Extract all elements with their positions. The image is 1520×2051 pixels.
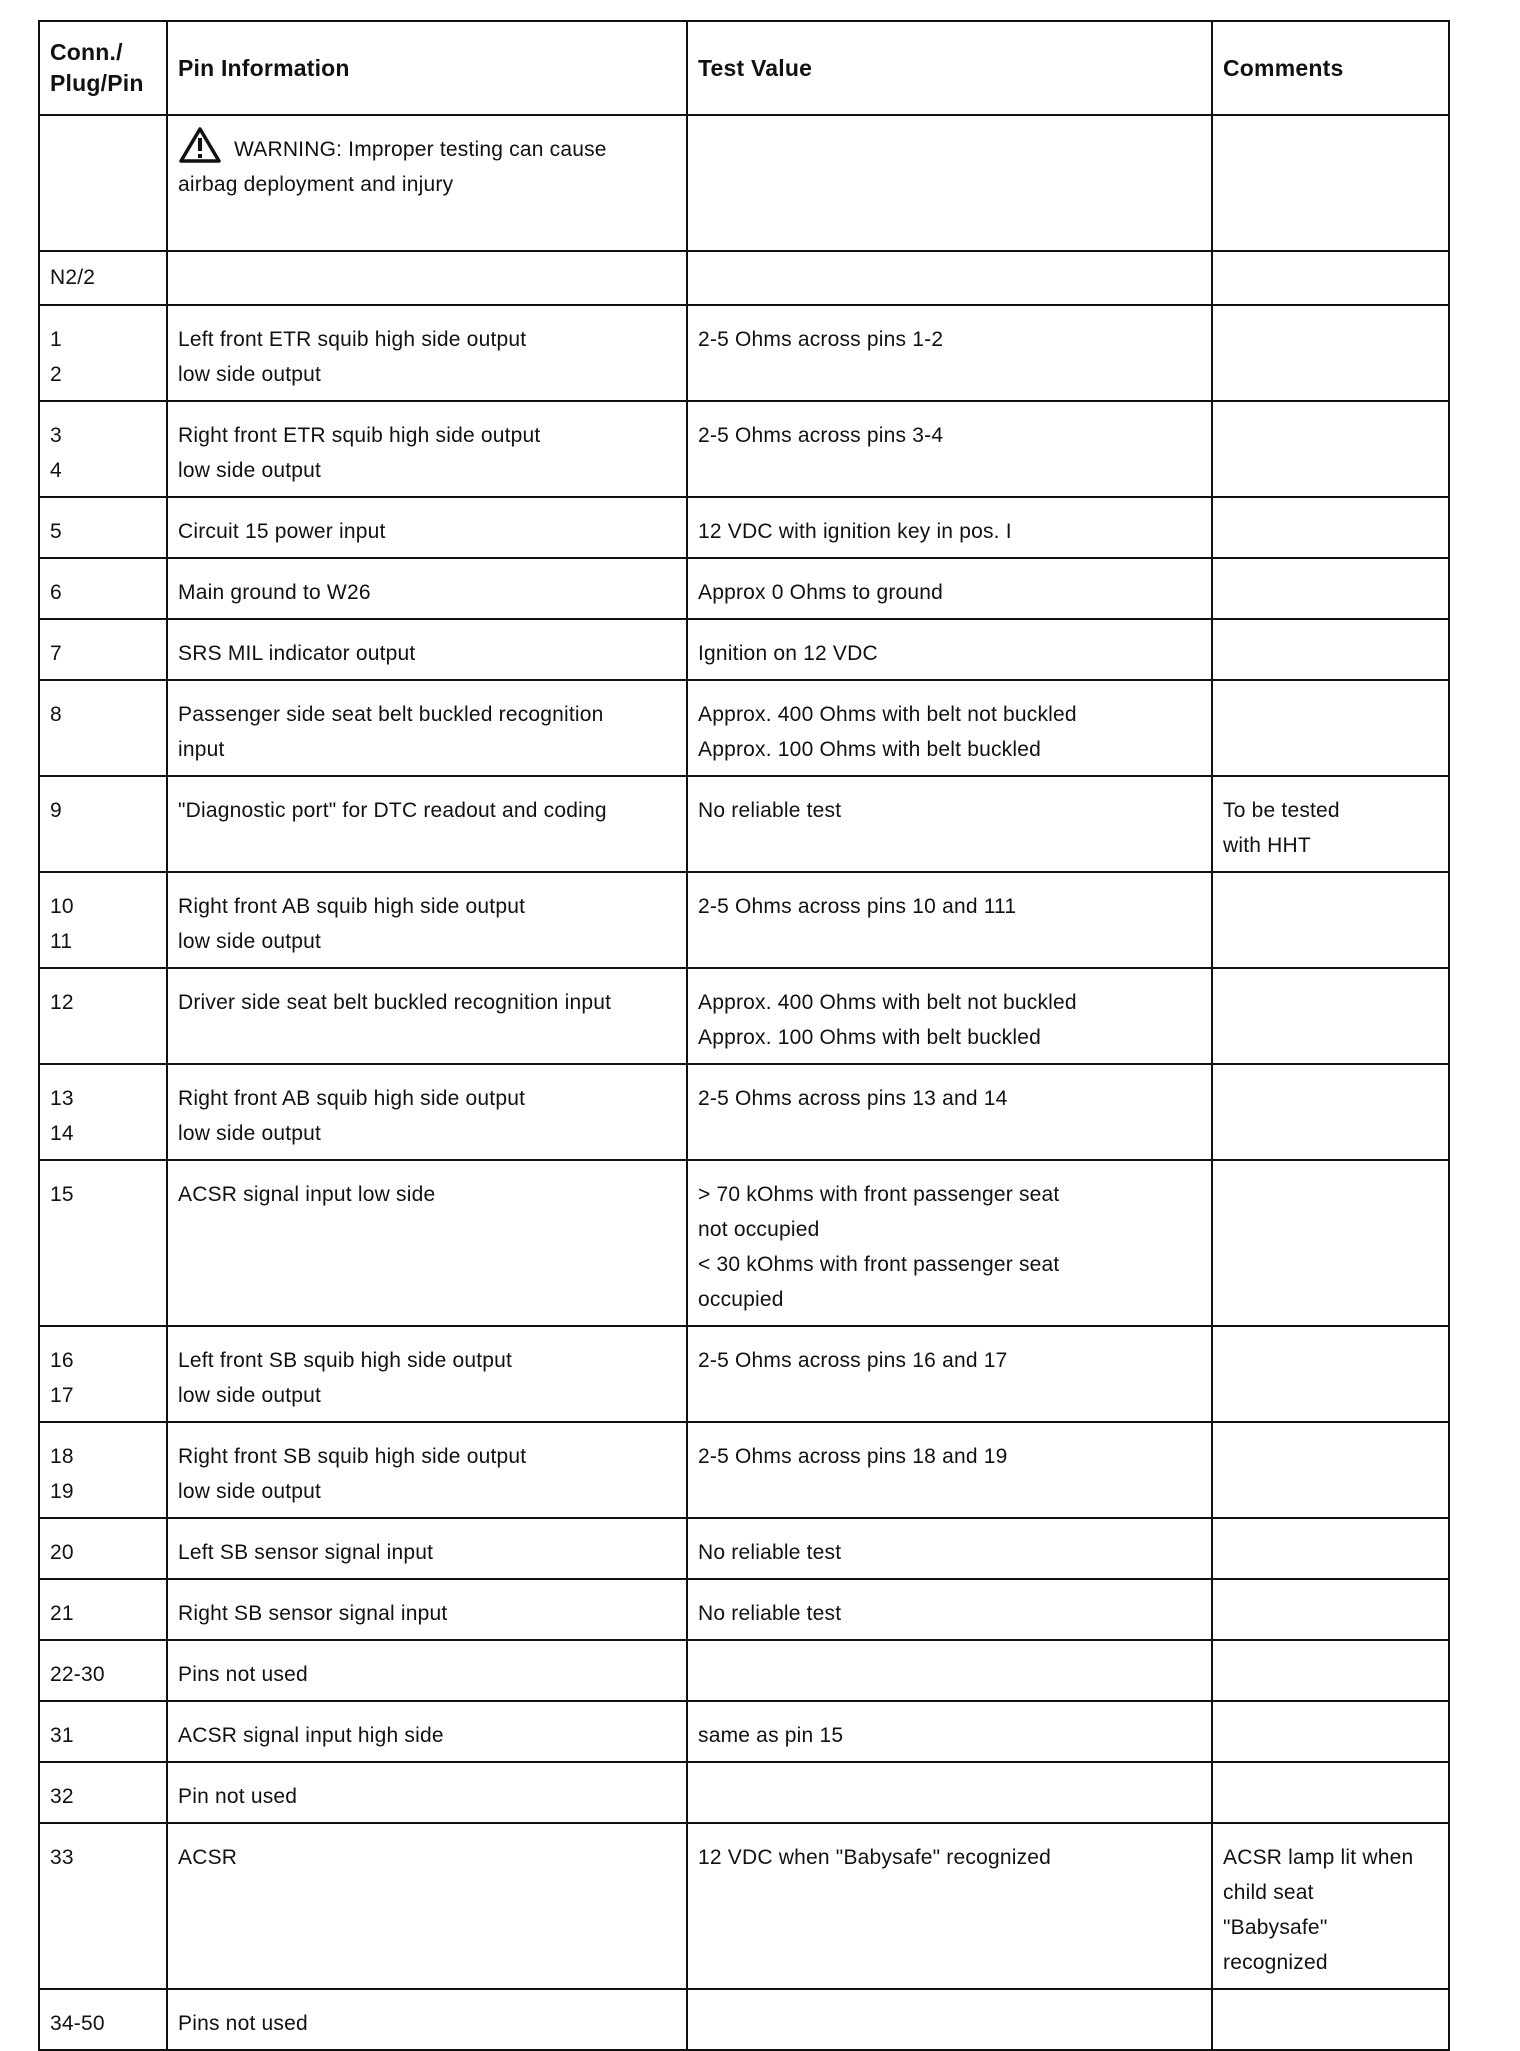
pin-info-cell-line: Right front AB squib high side output — [178, 1087, 526, 1110]
test-value-cell-line: Ignition on 12 VDC — [698, 642, 878, 665]
pin-cell — [39, 968, 167, 1064]
pin-info-cell-line: Circuit 15 power input — [178, 520, 386, 543]
pin-info-cell — [167, 1762, 687, 1823]
pin-info-cell-line: Pin not used — [178, 1785, 298, 1808]
pin-cell — [39, 680, 167, 776]
test-value-cell-line: same as pin 15 — [698, 1724, 844, 1747]
test-value-cell-line: 2-5 Ohms across pins 13 and 14 — [698, 1087, 1008, 1110]
warning-cell — [167, 115, 687, 251]
pin-cell — [39, 497, 167, 558]
test-value-cell — [687, 1326, 1212, 1422]
pin-info-cell-line: low side output — [178, 1480, 322, 1503]
table-row — [39, 1160, 1449, 1326]
pin-info-cell — [167, 1422, 687, 1518]
pin-cell-line: 32 — [50, 1785, 74, 1808]
pin-info-cell — [167, 872, 687, 968]
pin-info-cell — [167, 1701, 687, 1762]
pin-info-cell-line: Right front SB squib high side output — [178, 1445, 527, 1468]
table-row — [39, 872, 1449, 968]
pin-info-cell-line: "Diagnostic port" for DTC readout and coding — [178, 799, 607, 822]
pin-cell-line: 16 — [50, 1349, 74, 1372]
pin-table-sheet — [38, 20, 1448, 2051]
pin-cell-line: 31 — [50, 1724, 74, 1747]
comment-cell — [1212, 619, 1449, 680]
pin-cell-line: 9 — [50, 799, 62, 822]
pin-cell-line: 34-50 — [50, 2012, 105, 2035]
pin-info-cell-line: ACSR signal input high side — [178, 1724, 444, 1747]
table-row — [39, 305, 1449, 401]
comment-cell-line: recognized — [1223, 1951, 1328, 1974]
comment-cell — [1212, 1326, 1449, 1422]
warning-line-1: WARNING: Improper testing can cause — [234, 138, 607, 161]
warning-row — [39, 115, 1449, 251]
pin-cell-line: 13 — [50, 1087, 74, 1110]
test-value-cell-line: No reliable test — [698, 1602, 842, 1625]
pin-cell-line: 3 — [50, 424, 62, 447]
pin-cell-line: 8 — [50, 703, 62, 726]
pin-info-cell — [167, 1579, 687, 1640]
pin-cell — [39, 1064, 167, 1160]
test-value-cell — [687, 1160, 1212, 1326]
pin-info-cell-line: Right front ETR squib high side output — [178, 424, 541, 447]
connector-row — [39, 251, 1449, 305]
pin-cell-line: 20 — [50, 1541, 74, 1564]
comment-cell-line: "Babysafe" — [1223, 1916, 1328, 1939]
pin-info-cell — [167, 619, 687, 680]
test-value-cell-line: Approx. 100 Ohms with belt buckled — [698, 1026, 1041, 1049]
pin-cell-line: 14 — [50, 1122, 74, 1145]
pin-info-cell — [167, 776, 687, 872]
pin-info-cell-line: Right front AB squib high side output — [178, 895, 526, 918]
pin-cell-line: 33 — [50, 1846, 74, 1869]
comment-cell — [1212, 401, 1449, 497]
comment-cell — [1212, 1518, 1449, 1579]
pin-cell-line: 17 — [50, 1384, 74, 1407]
table-row — [39, 401, 1449, 497]
test-value-cell-line: Approx. 400 Ohms with belt not buckled — [698, 991, 1077, 1014]
pin-info-cell-line: input — [178, 738, 225, 761]
table-row — [39, 1823, 1449, 1989]
comment-cell — [1212, 305, 1449, 401]
test-value-cell-line: not occupied — [698, 1218, 820, 1241]
comment-cell — [1212, 497, 1449, 558]
comment-cell — [1212, 1701, 1449, 1762]
test-value-cell — [687, 1422, 1212, 1518]
test-value-cell-line: 2-5 Ohms across pins 18 and 19 — [698, 1445, 1008, 1468]
table-row — [39, 1422, 1449, 1518]
pin-cell-line: 1 — [50, 328, 62, 351]
table-row — [39, 1579, 1449, 1640]
table-row — [39, 1064, 1449, 1160]
comment-cell — [1212, 1579, 1449, 1640]
pin-info-cell-line: low side output — [178, 459, 322, 482]
test-value-cell — [687, 1823, 1212, 1989]
pin-cell-line: 12 — [50, 991, 74, 1014]
test-value-cell — [687, 872, 1212, 968]
test-value-cell-line: Approx 0 Ohms to ground — [698, 581, 944, 604]
pin-info-cell-line: Right SB sensor signal input — [178, 1602, 448, 1625]
pin-info-cell-line: Left SB sensor signal input — [178, 1541, 434, 1564]
header-comments: Comments — [1212, 21, 1449, 115]
test-value-cell — [687, 776, 1212, 872]
table-row — [39, 776, 1449, 872]
test-value-cell-line: No reliable test — [698, 799, 842, 822]
pin-cell — [39, 1422, 167, 1518]
test-value-cell — [687, 1989, 1212, 2050]
comment-cell-line: To be tested — [1223, 799, 1340, 822]
table-row — [39, 497, 1449, 558]
pin-cell-line: 7 — [50, 642, 62, 665]
pin-info-cell — [167, 1640, 687, 1701]
pin-info-cell-line: Driver side seat belt buckled recognition input — [178, 991, 612, 1014]
test-value-cell-line: 12 VDC when "Babysafe" recognized — [698, 1846, 1052, 1869]
pin-info-cell-line: low side output — [178, 1384, 322, 1407]
pin-cell — [39, 1701, 167, 1762]
pin-info-cell — [167, 1518, 687, 1579]
pin-info-cell — [167, 680, 687, 776]
pin-cell — [39, 776, 167, 872]
pin-cell-line: 15 — [50, 1183, 74, 1206]
pin-info-cell-line: Left front SB squib high side output — [178, 1349, 513, 1372]
comment-cell — [1212, 776, 1449, 872]
pin-cell — [39, 1640, 167, 1701]
comment-cell — [1212, 1640, 1449, 1701]
test-value-cell — [687, 401, 1212, 497]
pin-cell — [39, 1579, 167, 1640]
pin-information-table — [38, 20, 1450, 2051]
test-value-cell — [687, 968, 1212, 1064]
pin-info-cell — [167, 1326, 687, 1422]
comment-cell-line: child seat — [1223, 1881, 1314, 1904]
pin-info-cell-line: ACSR signal input low side — [178, 1183, 436, 1206]
comment-cell — [1212, 680, 1449, 776]
pin-info-cell-line: low side output — [178, 930, 322, 953]
comment-cell — [1212, 558, 1449, 619]
table-row — [39, 1989, 1449, 2050]
pin-info-cell — [167, 1823, 687, 1989]
comment-cell — [1212, 1762, 1449, 1823]
pin-cell — [39, 1823, 167, 1989]
pin-cell — [39, 619, 167, 680]
test-value-cell — [687, 497, 1212, 558]
test-value-cell — [687, 680, 1212, 776]
pin-cell-line: 4 — [50, 459, 62, 482]
pin-cell-line: 11 — [50, 930, 73, 953]
test-value-cell-line: occupied — [698, 1288, 784, 1311]
header-test-value: Test Value — [687, 21, 1212, 115]
pin-cell-line: 18 — [50, 1445, 74, 1468]
pin-cell — [39, 558, 167, 619]
test-value-cell-line: 2-5 Ohms across pins 1-2 — [698, 328, 944, 351]
pin-cell-line: 10 — [50, 895, 74, 918]
header-pin-info: Pin Information — [167, 21, 687, 115]
pin-info-cell — [167, 558, 687, 619]
test-value-cell-line: 12 VDC with ignition key in pos. I — [698, 520, 1012, 543]
table-row — [39, 1640, 1449, 1701]
pin-info-cell-line: ACSR — [178, 1846, 238, 1869]
pin-cell-line: 2 — [50, 363, 62, 386]
pin-cell — [39, 1160, 167, 1326]
pin-info-cell-line: low side output — [178, 1122, 322, 1145]
test-value-cell-line: > 70 kOhms with front passenger seat — [698, 1183, 1060, 1206]
pin-info-cell — [167, 1064, 687, 1160]
pin-info-cell-line: SRS MIL indicator output — [178, 642, 416, 665]
test-value-cell-line: Approx. 100 Ohms with belt buckled — [698, 738, 1041, 761]
pin-cell — [39, 1518, 167, 1579]
pin-cell — [39, 872, 167, 968]
header-conn: Conn./ Plug/Pin — [39, 21, 167, 115]
pin-info-cell-line: Left front ETR squib high side output — [178, 328, 527, 351]
table-row — [39, 1701, 1449, 1762]
pin-cell — [39, 305, 167, 401]
pin-info-cell — [167, 401, 687, 497]
test-value-cell — [687, 1518, 1212, 1579]
table-row — [39, 968, 1449, 1064]
test-value-cell-line: < 30 kOhms with front passenger seat — [698, 1253, 1060, 1276]
comment-cell-line: with HHT — [1223, 834, 1311, 857]
comment-cell-line: ACSR lamp lit when — [1223, 1846, 1414, 1869]
test-value-cell — [687, 1064, 1212, 1160]
warning-line-2: airbag deployment and injury — [178, 173, 454, 196]
pin-cell-line: 5 — [50, 520, 62, 543]
header-row — [39, 21, 1449, 115]
pin-info-cell — [167, 1160, 687, 1326]
pin-info-cell-line: Pins not used — [178, 1663, 308, 1686]
pin-info-cell — [167, 1989, 687, 2050]
test-value-cell-line: No reliable test — [698, 1541, 842, 1564]
pin-cell-line: 6 — [50, 581, 62, 604]
test-value-cell-line: 2-5 Ohms across pins 16 and 17 — [698, 1349, 1008, 1372]
pin-info-cell-line: low side output — [178, 363, 322, 386]
test-value-cell — [687, 558, 1212, 619]
pin-cell-line: 21 — [50, 1602, 74, 1625]
pin-cell — [39, 1326, 167, 1422]
test-value-cell — [687, 619, 1212, 680]
test-value-cell-line: Approx. 400 Ohms with belt not buckled — [698, 703, 1077, 726]
test-value-cell — [687, 1579, 1212, 1640]
test-value-cell — [687, 1762, 1212, 1823]
comment-cell — [1212, 1064, 1449, 1160]
pin-cell — [39, 401, 167, 497]
test-value-cell — [687, 1701, 1212, 1762]
table-row — [39, 1762, 1449, 1823]
test-value-cell — [687, 305, 1212, 401]
comment-cell — [1212, 1422, 1449, 1518]
pin-info-cell — [167, 305, 687, 401]
pin-cell-line: 22-30 — [50, 1663, 105, 1686]
table-row — [39, 1518, 1449, 1579]
pin-info-cell-line: Passenger side seat belt buckled recognition — [178, 703, 604, 726]
pin-cell-line: 19 — [50, 1480, 74, 1503]
warning-triangle-icon — [178, 126, 222, 164]
test-value-cell-line: 2-5 Ohms across pins 3-4 — [698, 424, 944, 447]
comment-cell — [1212, 1160, 1449, 1326]
pin-info-cell-line: Main ground to W26 — [178, 581, 371, 604]
comment-cell — [1212, 872, 1449, 968]
test-value-cell — [687, 1640, 1212, 1701]
table-row — [39, 1326, 1449, 1422]
connector-label: N2/2 — [39, 251, 167, 305]
table-row — [39, 558, 1449, 619]
pin-info-cell — [167, 968, 687, 1064]
table-row — [39, 619, 1449, 680]
pin-cell — [39, 1989, 167, 2050]
pin-cell — [39, 1762, 167, 1823]
pin-info-cell-line: Pins not used — [178, 2012, 308, 2035]
pin-info-cell — [167, 497, 687, 558]
comment-cell — [1212, 1989, 1449, 2050]
table-row — [39, 680, 1449, 776]
comment-cell — [1212, 968, 1449, 1064]
comment-cell — [1212, 1823, 1449, 1989]
test-value-cell-line: 2-5 Ohms across pins 10 and 111 — [698, 895, 1017, 918]
